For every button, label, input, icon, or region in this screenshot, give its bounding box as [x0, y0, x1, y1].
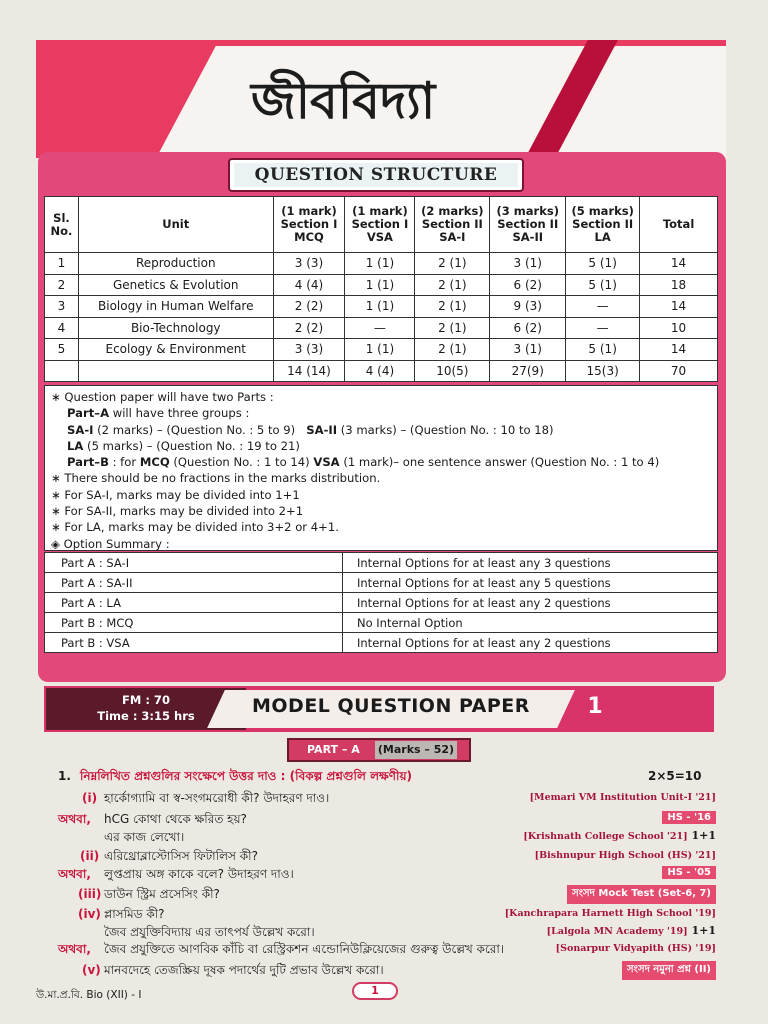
sub-question-text: প্লাসমিড কী?	[104, 907, 165, 921]
question-marks: 2×5=10	[648, 769, 702, 783]
exam-tag: সংসদ Mock Test (Set-6, 7)	[567, 885, 716, 904]
note-item: Part–B : for MCQ (Question No. : 1 to 14) VSA (1 mark)– one sentence answer (Question No. : 1 to 4)	[67, 455, 660, 470]
table-cell: 2 (2)	[273, 317, 345, 339]
table-header-row	[45, 197, 718, 253]
table-cell: 4 (4)	[345, 360, 415, 382]
col-header: Unit	[78, 197, 273, 253]
sub-question-text: ডাউন স্ট্রিম প্রসেসিং কী?	[104, 887, 220, 901]
table-cell: Reproduction	[78, 253, 273, 275]
table-cell: 5 (1)	[566, 274, 640, 296]
sub-question-text: জৈব প্রযুক্তিবিদ্যায় এর তাৎপর্য উল্লেখ করো।	[104, 925, 315, 939]
table-row	[45, 317, 718, 339]
table-cell: 6 (2)	[490, 317, 566, 339]
question-structure-title-box	[228, 158, 524, 192]
table-cell: 2	[45, 274, 79, 296]
source-reference: [Kanchrapara Harnett High School '19]	[504, 908, 716, 919]
or-label: অথবা,	[58, 812, 91, 826]
table-cell: 27(9)	[490, 360, 566, 382]
table-row	[45, 253, 718, 275]
table-row	[45, 296, 718, 318]
table-cell	[78, 360, 273, 382]
note-item: ∗ Question paper will have two Parts :	[51, 390, 274, 404]
table-cell: 3 (3)	[273, 339, 345, 361]
sub-question-label: (i)	[82, 791, 98, 805]
table-cell: 5	[45, 339, 79, 361]
table-cell: 2 (1)	[415, 253, 490, 275]
table-cell: 1	[45, 253, 79, 275]
col-header: Sl. No.	[45, 197, 79, 253]
table-cell: Part A : SA-II	[45, 573, 343, 593]
table-cell: 14	[640, 296, 718, 318]
table-cell: 15(3)	[566, 360, 640, 382]
note-item: ∗ For LA, marks may be divided into 3+2 or 4+1.	[51, 520, 339, 535]
table-row	[45, 593, 718, 613]
table-cell: 2 (1)	[415, 296, 490, 318]
table-cell	[45, 360, 79, 382]
model-paper-title: MODEL QUESTION PAPER	[252, 695, 530, 717]
table-cell: 2 (1)	[415, 339, 490, 361]
table-cell: Ecology & Environment	[78, 339, 273, 361]
table-cell: 2 (2)	[273, 296, 345, 318]
table-row	[45, 339, 718, 361]
table-cell: 1 (1)	[345, 274, 415, 296]
table-row	[45, 274, 718, 296]
sub-question-label: (iv)	[78, 907, 101, 921]
source-reference: [Krishnath College School '21] 1+1	[523, 829, 716, 842]
sub-question-text: হার্কোগ্যামি বা স্ব-সংগমরোধী কী? উদাহরণ দাও।	[104, 791, 330, 805]
table-cell: Part A : SA-I	[45, 553, 343, 573]
or-label: অথবা,	[58, 942, 91, 956]
col-header: Total	[640, 197, 718, 253]
table-cell: —	[345, 317, 415, 339]
table-cell: Genetics & Evolution	[78, 274, 273, 296]
structure-notes	[44, 385, 718, 551]
option-summary-table	[44, 552, 718, 653]
col-header: (5 marks) Section II LA	[566, 197, 640, 253]
part-marks: (Marks – 52)	[375, 741, 457, 759]
table-cell: Bio-Technology	[78, 317, 273, 339]
table-cell: 2 (1)	[415, 274, 490, 296]
sub-question-text: এর কাজ লেখো।	[104, 830, 185, 844]
part-label-box	[287, 738, 471, 762]
table-cell: 4	[45, 317, 79, 339]
table-cell: 14	[640, 339, 718, 361]
source-reference: [Sonarpur Vidyapith (HS) '19]	[555, 943, 716, 954]
table-cell: 10	[640, 317, 718, 339]
table-cell: —	[566, 296, 640, 318]
header-banner	[36, 40, 726, 158]
source-reference: [Bishnupur High School (HS) '21]	[534, 850, 716, 861]
sub-question-text: hCG কোথা থেকে ক্ষরিত হয়?	[104, 812, 247, 826]
sub-question-text: মানবদেহে তেজস্ক্রিয় দূষক পদার্থের দুটি প্রভাব উল্লেখ করো।	[104, 963, 384, 977]
col-header: (1 mark) Section I MCQ	[273, 197, 345, 253]
table-cell: Part B : MCQ	[45, 613, 343, 633]
question-structure-table	[44, 196, 718, 382]
note-item: ◈ Option Summary :	[51, 536, 170, 551]
table-cell: Biology in Human Welfare	[78, 296, 273, 318]
sub-question-text: জৈব প্রযুক্তিতে আণবিক কাঁচি বা রেস্ট্রিকশন এন্ডোনিউক্লিয়েজের গুরুত্ব উল্লেখ করো।	[104, 942, 505, 956]
question-number: 1.	[58, 769, 71, 783]
table-cell: 1 (1)	[345, 339, 415, 361]
table-cell: 6 (2)	[490, 274, 566, 296]
exam-tag: HS - '05	[662, 866, 716, 879]
note-item: ∗ There should be no fractions in the marks distribution.	[51, 471, 381, 486]
table-cell: 14	[640, 253, 718, 275]
source-reference: [Lalgola MN Academy '19] 1+1	[546, 924, 716, 937]
table-cell: Internal Options for at least any 5 questions	[343, 573, 718, 593]
sub-question-label: (iii)	[78, 887, 102, 901]
table-total-row	[45, 360, 718, 382]
table-row	[45, 573, 718, 593]
table-cell: 1 (1)	[345, 253, 415, 275]
footer-book-code: উ.মা.প্র.বি. Bio (XII) - I	[36, 989, 142, 1001]
table-cell: No Internal Option	[343, 613, 718, 633]
sub-question-label: (ii)	[80, 849, 100, 863]
question-structure-title: QUESTION STRUCTURE	[234, 163, 518, 187]
or-label: অথবা,	[58, 867, 91, 881]
table-cell: 70	[640, 360, 718, 382]
col-header: (3 marks) Section II SA-II	[490, 197, 566, 253]
time-allowed: Time : 3:15 hrs	[97, 709, 195, 723]
table-cell: —	[566, 317, 640, 339]
table-cell: 9 (3)	[490, 296, 566, 318]
page-number: 1	[352, 982, 398, 1000]
table-cell: 3 (3)	[273, 253, 345, 275]
table-cell: 10(5)	[415, 360, 490, 382]
table-cell: 18	[640, 274, 718, 296]
source-reference: [Memari VM Institution Unit-I '21]	[529, 792, 716, 803]
col-header: (1 mark) Section I VSA	[345, 197, 415, 253]
sub-question-text: লুপ্তপ্রায় অঙ্গ কাকে বলে? উদাহরণ দাও।	[104, 867, 294, 881]
sub-question-text: এরিথ্রোব্লাস্টোসিস ফিটালিস কী?	[104, 849, 258, 863]
full-marks: FM : 70	[122, 693, 170, 707]
page-title: জীববিদ্যা	[251, 71, 436, 130]
table-cell: 1 (1)	[345, 296, 415, 318]
col-header: (2 marks) Section II SA-I	[415, 197, 490, 253]
diamond-icon: ◈	[51, 536, 60, 551]
table-cell: Internal Options for at least any 2 questions	[343, 593, 718, 613]
note-item: SA-I (2 marks) – (Question No. : 5 to 9) SA-II (3 marks) – (Question No. : 10 to 18)	[67, 422, 554, 437]
note-item: ∗ For SA-I, marks may be divided into 1+1	[51, 487, 300, 502]
table-cell: 3 (1)	[490, 253, 566, 275]
table-cell: 3	[45, 296, 79, 318]
exam-tag: HS - '16	[662, 811, 716, 824]
table-row	[45, 553, 718, 573]
table-cell: Part B : VSA	[45, 633, 343, 653]
part-label: PART – A	[307, 743, 360, 756]
table-cell: 5 (1)	[566, 253, 640, 275]
exam-tag: সংসদ নমুনা প্রশ্ন (II)	[622, 961, 716, 980]
table-cell: 14 (14)	[273, 360, 345, 382]
model-paper-number: 1	[587, 694, 603, 719]
note-item: Part–A will have three groups :	[67, 406, 250, 421]
table-cell: Internal Options for at least any 2 questions	[343, 633, 718, 653]
question-instruction: নিম্নলিখিত প্রশ্নগুলির সংক্ষেপে উত্তর দাও : (বিকল্প প্রশ্নগুলি লক্ষণীয়)	[80, 769, 413, 783]
note-item: ∗ For SA-II, marks may be divided into 2+1	[51, 504, 304, 519]
table-cell: 2 (1)	[415, 317, 490, 339]
table-cell: 4 (4)	[273, 274, 345, 296]
table-cell: Part A : LA	[45, 593, 343, 613]
table-row	[45, 633, 718, 653]
sub-question-label: (v)	[82, 963, 101, 977]
note-item: LA (5 marks) – (Question No. : 19 to 21)	[67, 438, 300, 453]
table-cell: Internal Options for at least any 3 questions	[343, 553, 718, 573]
table-cell: 5 (1)	[566, 339, 640, 361]
table-row	[45, 613, 718, 633]
table-cell: 3 (1)	[490, 339, 566, 361]
